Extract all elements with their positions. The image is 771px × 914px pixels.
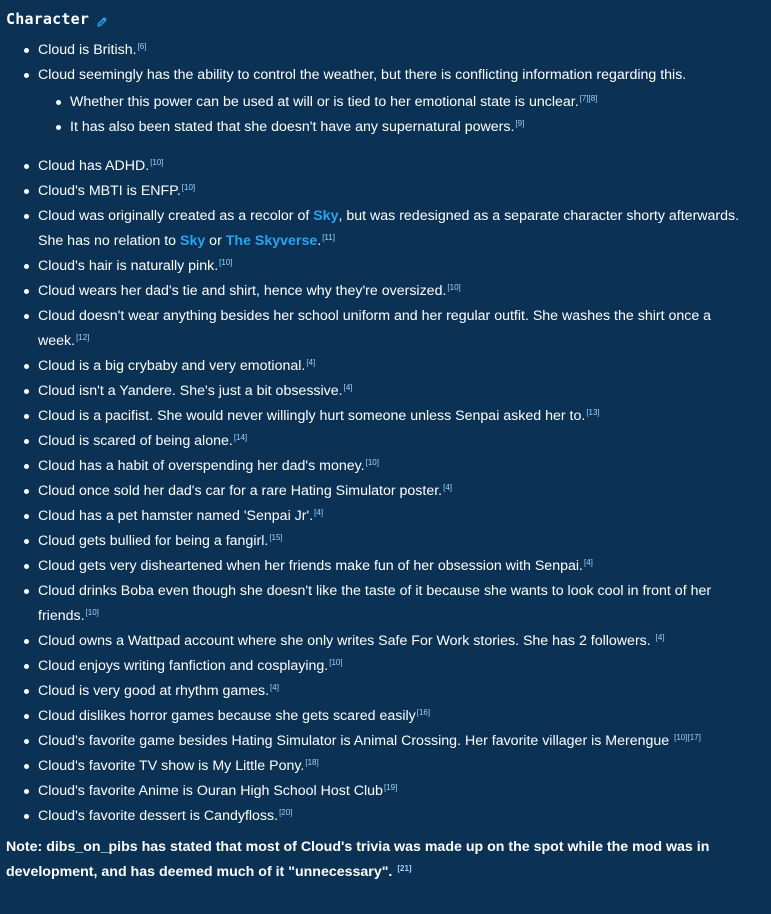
list-item [6,679,771,704]
item-text: Cloud's MBTI is ENFP. [38,183,181,199]
list-item [6,354,771,379]
item-text: . [317,233,322,249]
reference-link[interactable]: [11] [322,233,335,242]
reference-link[interactable]: [12] [76,333,90,342]
list-item [6,254,771,279]
reference-link[interactable]: [15] [269,533,283,542]
item-text: Cloud isn't a Yandere. She's just a bit obsessive. [38,383,343,399]
reference-link[interactable]: [4] [583,558,593,567]
item-text: Cloud's favorite dessert is Candyfloss. [38,808,279,824]
item-text: Whether this power can be used at will or is tied to her emotional state is unclear. [70,94,579,110]
list-item [6,429,771,454]
item-text: Cloud drinks Boba even though she doesn't like the taste of it because she wants to look cool in front of her friends. [38,583,712,624]
item-text: Cloud is a pacifist. She would never willingly hurt someone unless Senpai asked her to. [38,408,586,424]
list-item [6,629,771,654]
list-item [6,729,771,754]
list-item [6,63,771,140]
item-text: Cloud's hair is naturally pink. [38,258,219,274]
section-title: Character [6,10,90,28]
reference-link[interactable]: [10] [329,658,343,667]
reference-link[interactable]: [10] [85,608,99,617]
reference-link[interactable]: [10][17] [674,733,701,742]
item-text: Cloud enjoys writing fanfiction and cosplaying. [38,658,329,674]
reference-link[interactable]: [16] [416,708,431,717]
reference-link[interactable]: [13] [586,408,600,417]
reference-link[interactable]: [4] [270,683,279,692]
list-item [6,179,771,204]
reference-link[interactable]: [20] [279,808,293,817]
list-item [6,579,771,629]
reference-link[interactable]: [14] [233,433,248,442]
list-item [6,304,771,354]
item-text: Cloud wears her dad's tie and shirt, hence why they're oversized. [38,283,447,299]
item-text: Cloud once sold her dad's car for a rare Hating Simulator poster. [38,483,443,499]
wiki-link[interactable]: Sky [179,233,206,249]
list-item [6,154,771,179]
item-text: Cloud's favorite Anime is Ouran High School Host Club [38,783,383,799]
section-heading [6,8,771,30]
wiki-link[interactable]: The Skyverse [225,233,318,249]
reference-link[interactable]: [10] [181,183,196,192]
list-item [6,654,771,679]
reference-link[interactable]: [19] [383,783,398,792]
item-text: Cloud gets very disheartened when her friends make fun of her obsession with Senpai. [38,558,583,574]
item-text: Cloud seemingly has the ability to control the weather, but there is conflicting information regarding this. [38,67,687,83]
note-reference[interactable]: [21] [397,864,412,873]
note-text: Note: dibs_on_pibs has stated that most of Cloud's trivia was made up on the spot while the mod was in development, and has deemed much of it "unnecessary". [6,839,710,880]
item-text: It has also been stated that she doesn't have any supernatural powers. [70,119,515,135]
item-text: or [205,233,226,249]
list-item [6,279,771,304]
pencil-icon[interactable] [96,14,108,26]
item-text: Cloud gets bullied for being a fangirl. [38,533,269,549]
sub-list-item [38,90,751,115]
reference-link[interactable]: [10] [150,158,164,167]
reference-link[interactable]: [10] [219,258,233,267]
reference-link[interactable]: [9] [515,119,525,128]
item-text: Cloud is scared of being alone. [38,433,233,449]
reference-link[interactable]: [6] [137,42,147,51]
item-text: Cloud is a big crybaby and very emotional. [38,358,306,374]
dev-note [6,835,771,885]
item-text: Cloud's favorite game besides Hating Simulator is Animal Crossing. Her favorite villager is Merengue [38,733,674,749]
reference-link[interactable]: [4] [443,483,453,492]
list-item [6,704,771,729]
item-text: , but was redesigned as a separate character shorty afterwards. She has no relation to [38,208,740,249]
reference-link[interactable]: [4] [655,633,665,642]
wiki-link[interactable]: Sky [313,208,339,224]
list-item [6,38,771,63]
item-text: Cloud has a pet hamster named 'Senpai Jr'. [38,508,314,524]
list-item [6,779,771,804]
reference-link[interactable]: [7][8] [579,94,598,103]
item-text: Cloud's favorite TV show is My Little Pony. [38,758,305,774]
list-item [6,754,771,779]
reference-link[interactable]: [4] [306,358,316,367]
list-item [6,529,771,554]
list-item [6,804,771,829]
item-text: Cloud dislikes horror games because she gets scared easily [38,708,416,724]
reference-link[interactable]: [18] [305,758,319,767]
item-text: Cloud is very good at rhythm games. [38,683,270,699]
list-item [6,379,771,404]
item-text: Cloud has a habit of overspending her dad's money. [38,458,365,474]
trivia-list [6,38,771,829]
item-text: Cloud doesn't wear anything besides her school uniform and her regular outfit. She washes the shirt once a week. [38,308,712,349]
sub-list-item [38,115,751,140]
list-item [6,479,771,504]
list-item [6,404,771,429]
list-item [6,554,771,579]
item-text: Cloud has ADHD. [38,158,150,174]
list-item [6,504,771,529]
item-text: Cloud was originally created as a recolor of [38,208,314,224]
reference-link[interactable]: [4] [314,508,324,517]
list-item [6,204,771,254]
reference-link[interactable]: [4] [343,383,353,392]
item-text: Cloud owns a Wattpad account where she only writes Safe For Work stories. She has 2 followers. [38,633,655,649]
list-item [6,454,771,479]
sub-list [38,90,751,140]
reference-link[interactable]: [10] [365,458,379,467]
item-text: Cloud is British. [38,42,137,58]
reference-link[interactable]: [10] [447,283,461,292]
